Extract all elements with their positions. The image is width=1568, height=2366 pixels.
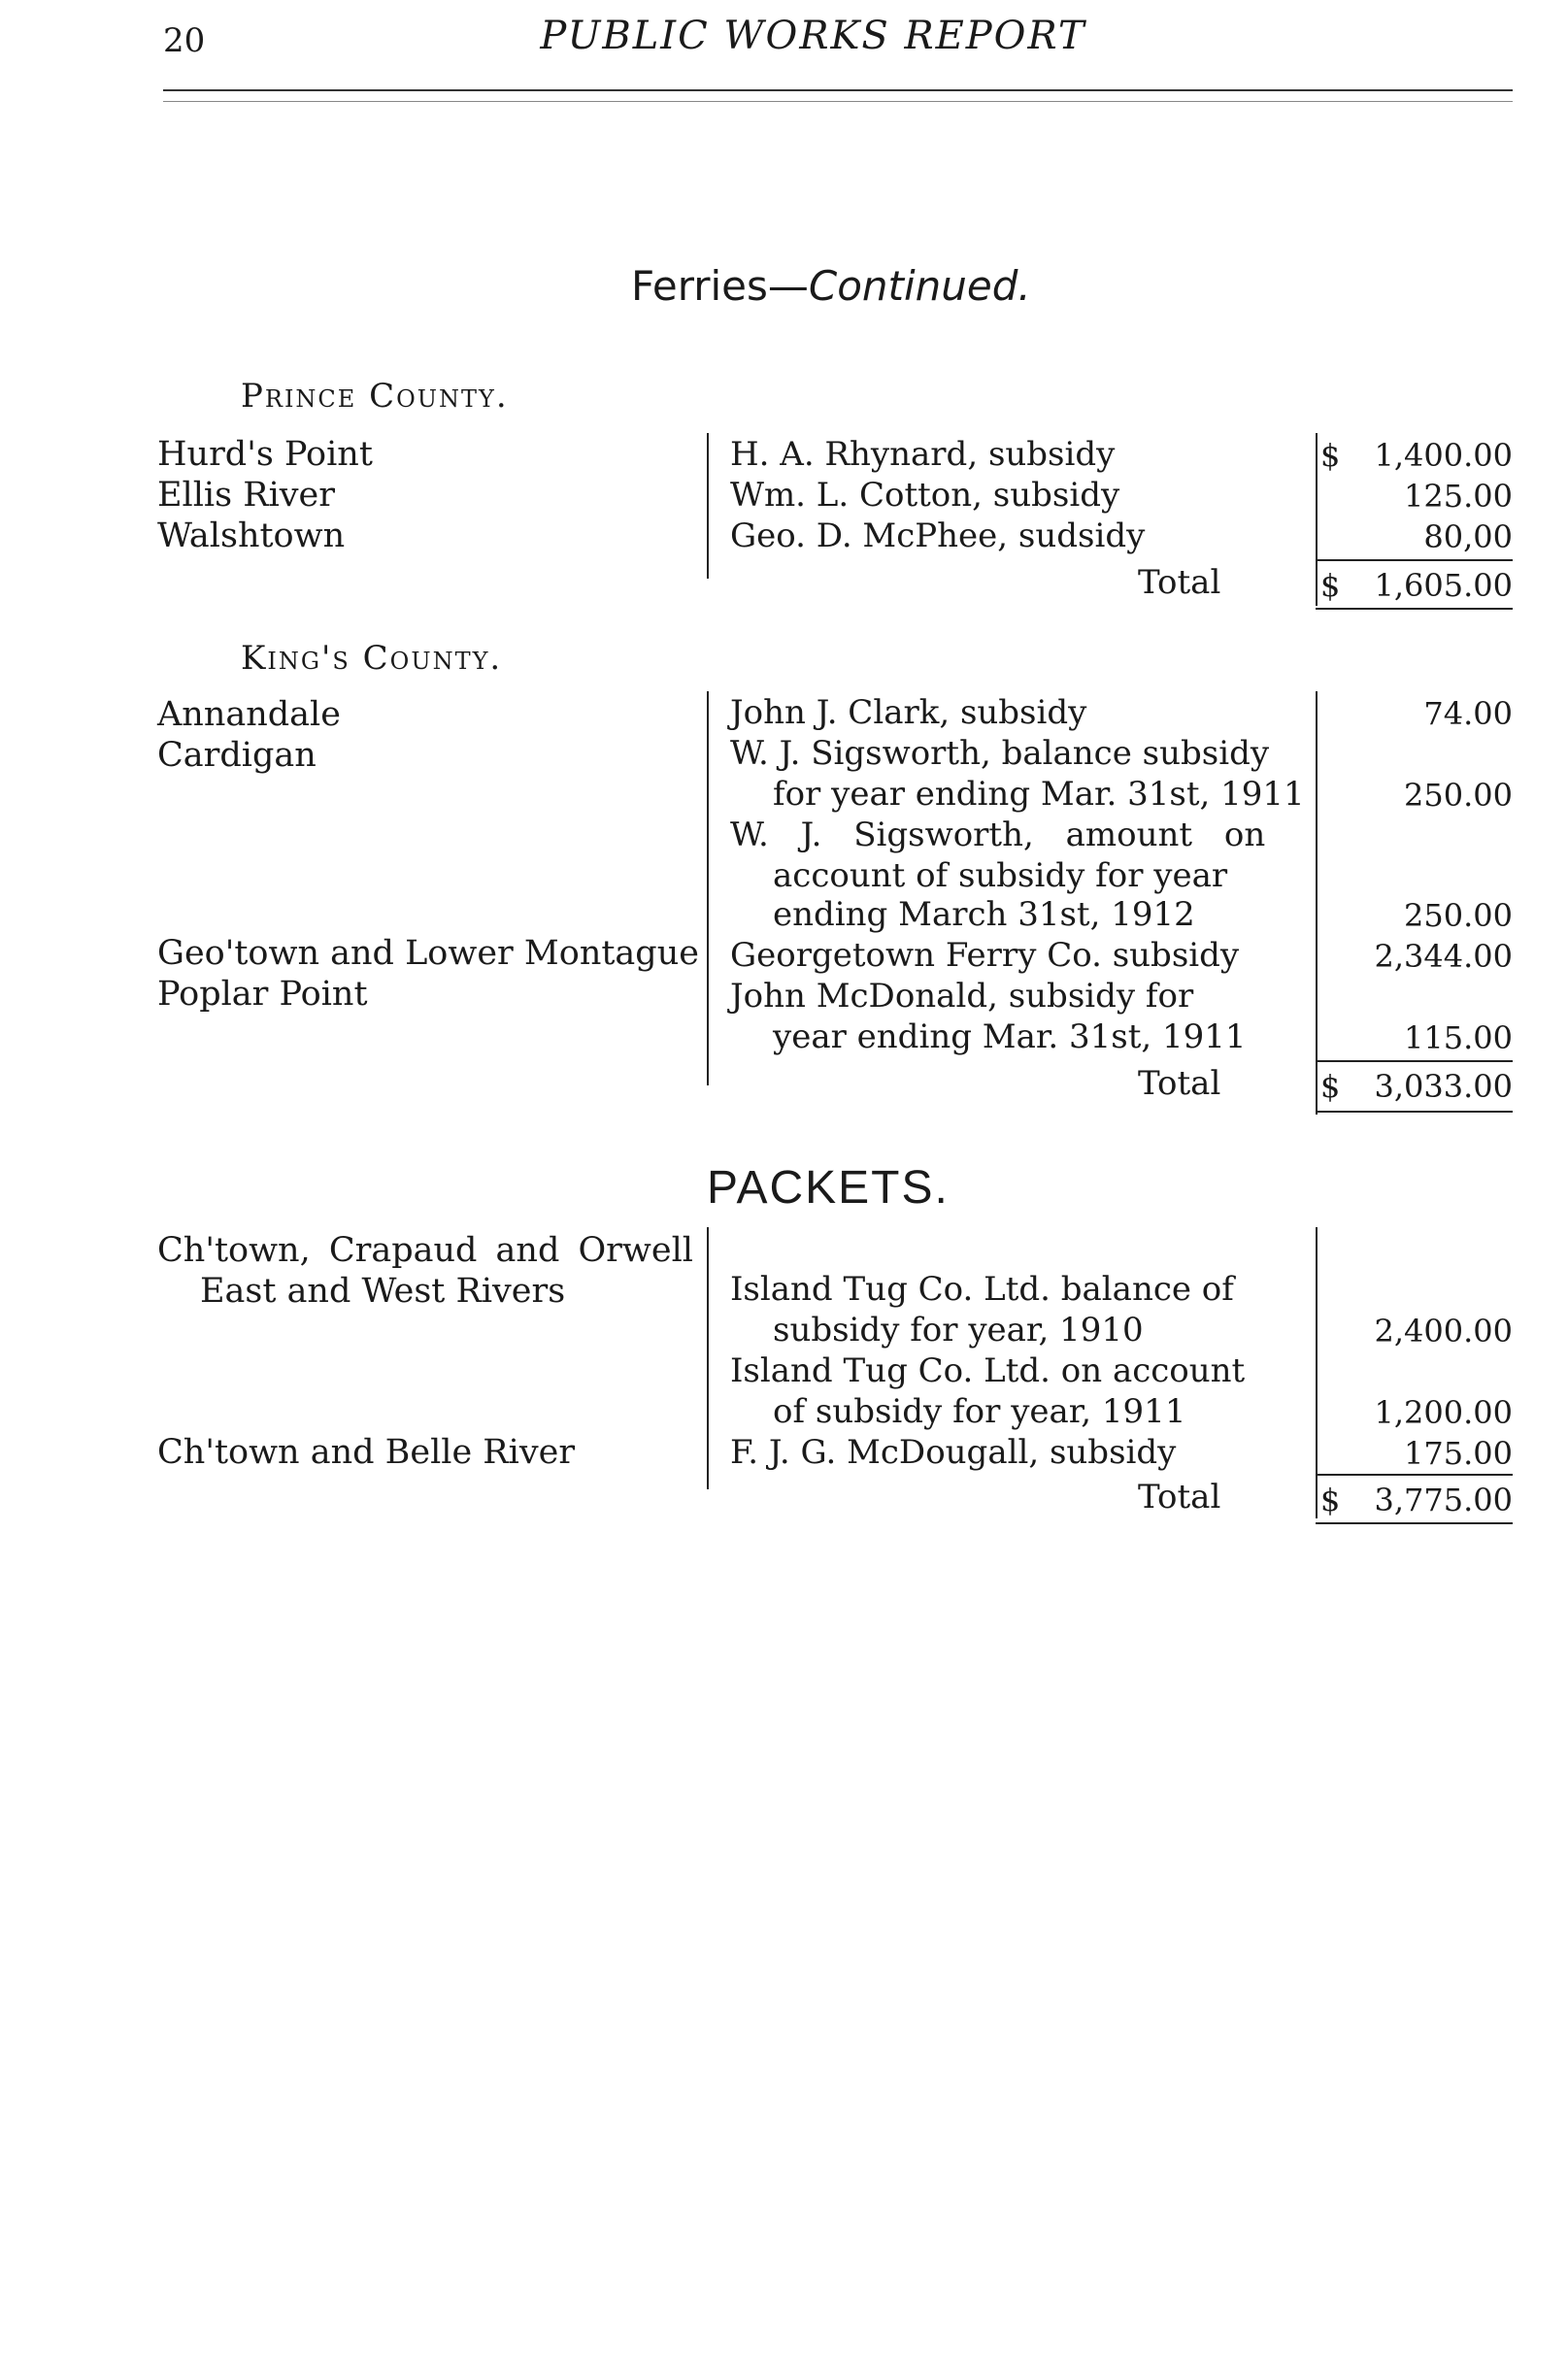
total-label: Total xyxy=(1138,563,1221,602)
entry-description: W. J. Sigsworth, amount on xyxy=(730,816,1266,854)
entry-description: subsidy for year, 1910 xyxy=(773,1311,1144,1350)
subtotal-rule xyxy=(1316,1474,1513,1476)
place-label: Walshtown xyxy=(157,517,346,555)
total-dollar-sign: $ xyxy=(1320,1482,1341,1518)
column-rule xyxy=(707,1227,709,1489)
entry-description: Wm. L. Cotton, subsidy xyxy=(730,476,1120,515)
entry-description: John McDonald, subsidy for xyxy=(730,977,1194,1016)
place-label: Hurd's Point xyxy=(157,435,373,474)
total-amount: 3,775.00 xyxy=(1374,1482,1513,1518)
entry-amount: 1,200.00 xyxy=(1374,1394,1513,1431)
entry-amount: 80,00 xyxy=(1423,518,1513,555)
entry-description: for year ending Mar. 31st, 1911 xyxy=(773,775,1305,814)
total-amount: 1,605.00 xyxy=(1374,567,1513,604)
amount-rule xyxy=(1316,691,1318,1115)
ferries-heading-main: Ferries— xyxy=(631,262,809,310)
subtotal-rule xyxy=(1316,559,1513,561)
column-rule xyxy=(707,691,709,1085)
entry-amount: 74.00 xyxy=(1423,695,1513,732)
column-rule xyxy=(707,433,709,579)
subtotal-rule xyxy=(1316,1060,1513,1062)
entry-description: account of subsidy for year xyxy=(773,856,1228,895)
place-label: Geo'town and Lower Montague xyxy=(157,934,699,973)
place-label: East and West Rivers xyxy=(200,1272,566,1311)
total-label: Total xyxy=(1138,1064,1221,1103)
entry-amount: 250.00 xyxy=(1404,897,1513,934)
running-title: PUBLIC WORKS REPORT xyxy=(540,14,1086,58)
entry-description: H. A. Rhynard, subsidy xyxy=(730,435,1116,474)
place-label: Ellis River xyxy=(157,476,335,515)
entry-amount: 115.00 xyxy=(1404,1019,1513,1056)
total-rule xyxy=(1316,1111,1513,1113)
dollar-sign: $ xyxy=(1320,437,1341,474)
total-label: Total xyxy=(1138,1478,1221,1516)
header-rule xyxy=(163,89,1513,91)
place-label: Poplar Point xyxy=(157,975,368,1014)
entry-amount: 2,400.00 xyxy=(1374,1313,1513,1350)
total-rule xyxy=(1316,608,1513,610)
entry-description: John J. Clark, subsidy xyxy=(730,693,1087,732)
place-label: Annandale xyxy=(157,695,341,734)
entry-amount: 125.00 xyxy=(1404,478,1513,515)
place-label: Cardigan xyxy=(157,736,317,775)
total-rule xyxy=(1316,1522,1513,1524)
page-number: 20 xyxy=(163,21,206,60)
place-label: Ch'town and Belle River xyxy=(157,1433,576,1472)
place-label: Ch'town, Crapaud and Orwell xyxy=(157,1231,693,1270)
ferries-heading-continued: Continued. xyxy=(808,262,1031,310)
entry-description: W. J. Sigsworth, balance subsidy xyxy=(730,734,1270,773)
entry-description: F. J. G. McDougall, subsidy xyxy=(730,1433,1177,1472)
kings-county-heading: King's County. xyxy=(241,639,503,678)
entry-amount: 175.00 xyxy=(1404,1435,1513,1472)
total-dollar-sign: $ xyxy=(1320,567,1341,604)
entry-amount: 250.00 xyxy=(1404,777,1513,814)
entry-description: Georgetown Ferry Co. subsidy xyxy=(730,936,1240,975)
entry-description: Island Tug Co. Ltd. balance of xyxy=(730,1270,1234,1309)
entry-description: Geo. D. McPhee, sudsidy xyxy=(730,517,1146,555)
entry-description: Island Tug Co. Ltd. on account xyxy=(730,1351,1246,1390)
entry-amount: 2,344.00 xyxy=(1374,938,1513,975)
packets-heading: PACKETS. xyxy=(707,1162,950,1214)
total-dollar-sign: $ xyxy=(1320,1068,1341,1105)
total-amount: 3,033.00 xyxy=(1374,1068,1513,1105)
entry-amount: 1,400.00 xyxy=(1374,437,1513,474)
ferries-heading xyxy=(631,262,1031,310)
entry-description: ending March 31st, 1912 xyxy=(773,895,1195,934)
entry-description: of subsidy for year, 1911 xyxy=(773,1392,1186,1431)
header-rule-thin xyxy=(163,101,1513,102)
amount-rule xyxy=(1316,433,1318,606)
entry-description: year ending Mar. 31st, 1911 xyxy=(773,1017,1247,1056)
prince-county-heading: Prince County. xyxy=(241,377,509,416)
